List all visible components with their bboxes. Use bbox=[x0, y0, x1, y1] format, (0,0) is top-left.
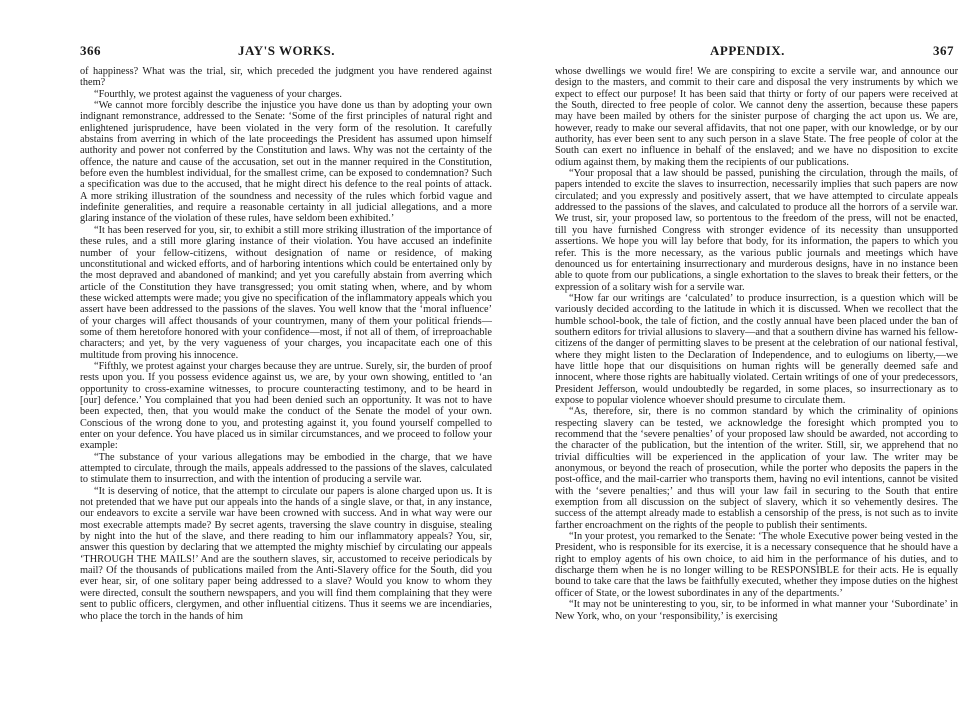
left-page-number: 366 bbox=[80, 43, 101, 58]
right-running-title: APPENDIX. bbox=[710, 43, 785, 58]
paragraph: whose dwellings we would fire! We are conspiring to excite a servile war, and announce our design to the masters, and commit to their care and disposal the very instruments by which we expect to effect our purpose! It has been said that thirty or forty of our papers were received at the South, directed to free people of color. We cannot deny the assertion, because these papers may have been mailed by others for the sinister purpose of charging the act upon us. We are, however, ready to make our several affidavits, that not one paper, with our knowledge, or by our authority, has ever been sent to any such person in a slave State. The free people of color at the South can exert no influence in behalf of the enslaved; and we have no disposition to excite odium against them, by making them the recipients of our publications. bbox=[555, 66, 958, 168]
paragraph: of happiness? What was the trial, sir, which preceded the judgment you have rendered against them? bbox=[80, 66, 492, 89]
paragraph: “As, therefore, sir, there is no common standard by which the criminality of opinions respecting slavery can be tested, we acknowledge the foresight which prompted you to recommend that the ‘severe penalties’ of your proposed law should be awarded, not according to the character of the publication, but the intention of the writer. Still, sir, we apprehend that no trivial difficulties will be experienced in the application of your law. The writer may be anonymous, or beyond the reach of prosecution, while the porter who deposits the papers in the post-office, and the mail-carrier who transports them, having no evil intentions, cannot be visited with the ‘severe penalties;’ and thus will your law fail in securing to the South that entire exemption from all discussion on the subject of slavery, which it so vehemently desires. The success of the attempt already made to establish a censorship of the press, is not such as to invite farther encroachment on the rights of the people to publish their sentiments. bbox=[555, 406, 958, 531]
paragraph: “We cannot more forcibly describe the injustice you have done us than by adopting your own indignant remonstrance, addressed to the Senate: ‘Some of the first principles of natural right and enlightened jurisprudence, have been violated in the very form of the resolution. It carefully abstains from averring in which of the late proceedings the President has assumed upon himself authority and power not conferred by the Constitution and laws. Why was not the certainty of the offence, the nature and cause of the accusation, set out in the manner required in the Constitution, before even the humblest individual, for the smallest crime, can be exposed to condemnation? Such a specification was due to the accused, that he might direct his defence to the real points of attack. A more striking illustration of the soundness and necessity of the rules which forbid vague and indefinite generalities, and require a reasonable certainty in all judicial allegations, and a more glaring instance of the violation of these rules, have seldom been exhibited.’ bbox=[80, 100, 492, 225]
paragraph: “The substance of your various allegations may be embodied in the charge, that we have attempted to circulate, through the mails, appeals addressed to the passions of the slaves, calculated to stimulate them to insurrection, and with the intention of producing a servile war. bbox=[80, 451, 492, 486]
right-page-number: 367 bbox=[933, 43, 954, 58]
right-page-body bbox=[555, 66, 958, 706]
left-page-body bbox=[80, 66, 492, 706]
paragraph: “In your protest, you remarked to the Senate: ‘The whole Executive power being vested in the President, who is responsible for its exercise, it is a necessary consequence that he should have a right to employ agents of his own choice, to aid him in the performance of his duties, and to discharge them when he is no longer willing to be RESPONSIBLE for their acts. He is equally bound to take care that the laws be faithfully executed, whether they impose duties on the highest officer of State, or the lowest subordinates in any of the departments.’ bbox=[555, 531, 958, 599]
paragraph: “It is deserving of notice, that the attempt to circulate our papers is alone charged upon us. It is not pretended that we have put our appeals into the hands of a single slave, or that, in any instance, our endeavors to excite a servile war have been crowned with success. And in what way were our most execrable attempts made? By secret agents, traversing the slave country in disguise, stealing by night into the hut of the slave, and there reading to him our inflammatory appeals? You, sir, answer this question by declaring that we attempted the mighty mischief by circulating our appeals ‘THROUGH THE MAILS!’ And are the southern slaves, sir, accustomed to receive periodicals by mail? Of the thousands of publications mailed from the Anti-Slavery office for the South, did you ever hear, sir, of one solitary paper being addressed to a slave? Would you know to whom they were directed, consult the southern newspapers, and you will find them complaining that they were sent to public officers, clergymen, and other influential citizens. Thus it seems we are incendiaries, who place the torch in the hands of him bbox=[80, 485, 492, 622]
paragraph: “It may not be uninteresting to you, sir, to be informed in what manner your ‘Subordinate’ in New York, who, on your ‘responsibility,’ is exercising bbox=[555, 599, 958, 622]
paragraph: “Your proposal that a law should be passed, punishing the circulation, through the mails, of papers intended to excite the slaves to insurrection, necessarily implies that such papers are now circulated; and you expressly and positively assert, that we have attempted to circulate appeals addressed to the passions of the slaves, and calculated to produce all the horrors of a servile war. We trust, sir, your proposed law, so portentous to the freedom of the press, will not be enacted, till you have furnished Congress with stronger evidence of its necessity than unsupported assertions. We hope you will lay before that body, for its information, the papers to which you refer. This is the more necessary, as the various public journals and meetings which have denounced us for entertaining insurrectionary and murderous designs, have in no instance been able to quote from our publications, a single exhortation to the slaves to break their fetters, or the expression of a solitary wish for a servile war. bbox=[555, 168, 958, 293]
paragraph: “Fourthly, we protest against the vagueness of your charges. bbox=[94, 88, 342, 100]
paragraph: “How far our writings are ‘calculated’ to produce insurrection, is a question which will be variously decided according to the latitude in which it is discussed. When we recollect that the humble school-book, the tale of fiction, and the costly annual have been placed under the ban of southern editors for trivial allusions to slavery—and that a southern divine has warned his fellow-citizens of the danger of permitting slaves to be present at the celebration of our national festival, where they might listen to the Declaration of Independence, and to eulogiums on liberty,—we have little hope that our disquisitions on human rights will be generally deemed safe and innocent, where those rights are habitually violated. Certain writings of one of your predecessors, President Jefferson, would undoubtedly be regarded, in some places, so insurrectionary as to expose to popular violence whoever should presume to circulate them. bbox=[555, 292, 958, 406]
left-running-title: JAY'S WORKS. bbox=[238, 43, 336, 58]
paragraph: “It has been reserved for you, sir, to exhibit a still more striking illustration of the importance of these rules, and a still more glaring instance of their violation. You have accused an indefinite number of your fellow-citizens, without designation of name or residence, of making unconstitutional and wicked efforts, and of harboring intentions which could be entertained only by the most depraved and abandoned of mankind; and yet you carefully abstain from averring which article of the Constitution they have transgressed; you omit stating when, where, and by whom these wicked attempts were made; you give no specification of the inflammatory appeals which you assert have been addressed to the passions of the slaves. You well know that the ‘moral influence’ of your charges will affect thousands of your countrymen, many of them your political friends—some of them heretofore honored with your confidence—most, if not all of them, of irreproachable characters; and yet, by the very vagueness of your charges, you incapacitate each one of this multitude from proving his innocence. bbox=[80, 224, 492, 361]
paragraph: “Fifthly, we protest against your charges because they are untrue. Surely, sir, the burden of proof rests upon you. If you possess evidence against us, we are, by your own showing, entitled to ‘an opportunity to cross-examine witnesses, to procure counteracting testimony, and to be heard in [our] defence.’ You complained that you had been denied such an opportunity. It was not to have been expected, then, that you would make the conduct of the Senate the model of your own. Conscious of the wrong done to you, and protesting against it, you found yourself compelled to enter on your defence. You have placed us in similar circumstances, and we proceed to follow your example: bbox=[80, 360, 492, 452]
